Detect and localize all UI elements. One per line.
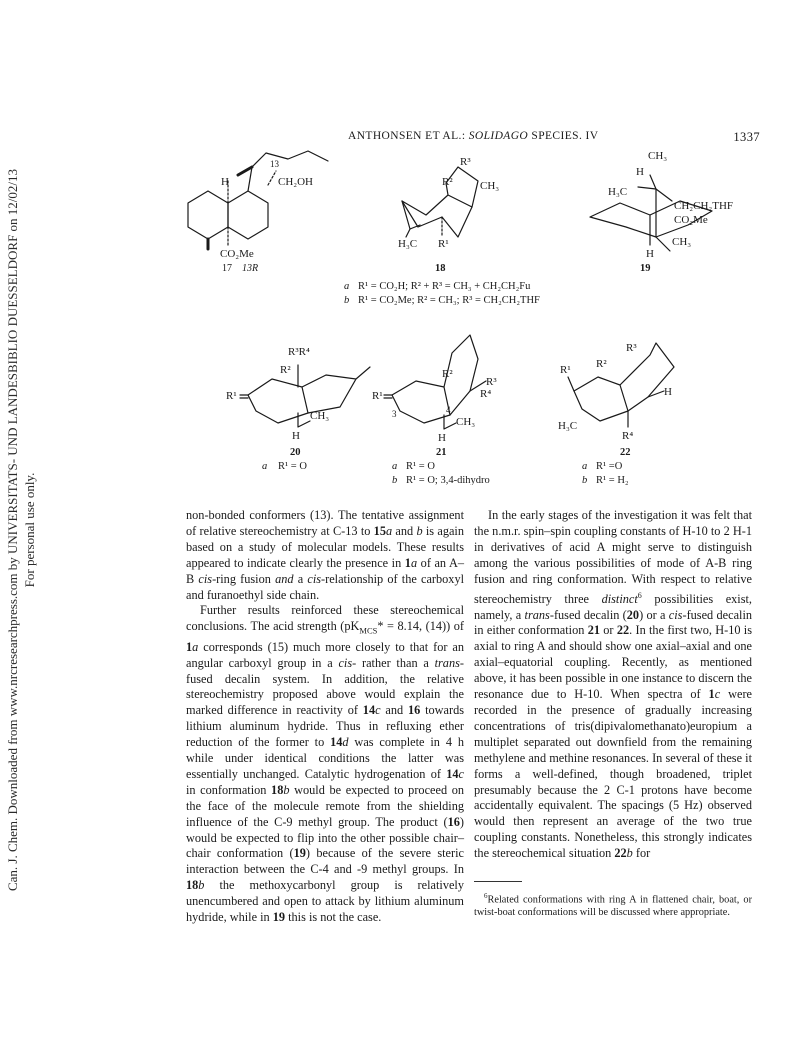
s18-r2-label: R² <box>442 176 453 188</box>
structure-18 <box>402 167 478 237</box>
running-head-genus: SOLIDAGO <box>468 130 529 142</box>
s21-h-label: H <box>438 432 446 444</box>
s22-h-label: H <box>664 386 672 398</box>
s19-ch3-bottom-label: CH₃ <box>672 236 692 248</box>
structure-17-ch2oh-bond <box>268 171 276 185</box>
s18-legend-b: R¹ = CO₂Me; R² = CH₃; R³ = CH₂CH₂THF <box>358 295 540 306</box>
s21-number: 21 <box>436 447 447 458</box>
s21-r4-label: R⁴ <box>480 388 492 400</box>
structure-17-ring-a <box>188 191 228 239</box>
s22-r4-label: R⁴ <box>622 430 634 442</box>
s22-legend-b: R¹ = H₂ <box>596 475 629 485</box>
structure-21-carbonyl <box>384 395 392 398</box>
right-column <box>474 508 752 862</box>
structure-22-ring-a <box>574 377 628 421</box>
footnote-rule <box>474 881 522 882</box>
structure-22 <box>568 343 674 427</box>
s22-r3-label: R³ <box>626 342 637 354</box>
structure-18-skeleton <box>402 167 478 215</box>
s17-number: 17 <box>222 263 232 274</box>
s21-c3-label: 3 <box>392 409 397 419</box>
structure-17 <box>188 151 328 249</box>
s19-h3c-label: H₃C <box>608 186 628 198</box>
s19-number: 19 <box>640 263 651 274</box>
s20-number: 20 <box>290 447 301 458</box>
s20-legend-a: R¹ = O <box>278 461 307 472</box>
s21-ch3-label: CH₃ <box>456 416 476 428</box>
running-head-authors: ANTHONSEN ET AL.: <box>348 130 469 142</box>
s19-co2me-label: CO₂Me <box>674 214 708 226</box>
s20-legend-a-letter: a <box>262 461 268 472</box>
s18-r1-label: R¹ <box>438 238 449 250</box>
download-stamp <box>2 150 40 910</box>
structure-21-ring-a <box>392 381 450 423</box>
footnote-mark: 6 <box>484 892 488 900</box>
s21-r3-label: R³ <box>486 376 497 388</box>
right-paragraph-1: In the early stages of the investigation it was felt that the n.m.r. spin–spin coupling constants of H-10 to 2 H-1 in derivatives of acid A might serve to distinguish among the various possibilities of mode of A-B ring fusion and ring conformation. With respect to relative stereochemistry three distinct$^6$ possibilities exist, namely, a trans-fused decalin (20) or a cis-fused decalin in either conformation 21 or 22. In the first two, H-10 is axial to ring A and should show one axial–axial and one axial–equatorial coupling. Recently, as mentioned above, it has been possible in one instance to discern the resonance due to H-10. When spectra of 1c were recorded in the presence of gradually increasing concentrations of tris(dipivalomethanato)europium a multiplet separated out downfield from the remaining methylene and methine resonances. In several of these it forms a well-defined, though broadened, triplet presumably because the 2 C-1 protons have become accidentally equivalent. The spacings (5 Hz) observed would then represent an average of the two true coupling constants. Nonetheless, this strongly indicates the stereochemical situation 22b for <box>474 508 753 861</box>
structure-22-substituent-bonds <box>628 391 664 427</box>
left-paragraph-2: Further results reinforced these stereochemical conclusions. The acid strength ($pK_{MCS}* = 8.14$, (14)) of 1a corresponds (15) much more closely to that for an angular carboxyl group in a cis- rather than a trans-fused decalin system. In addition, the relative stereochemistry proposed above would explain the marked difference in reactivity of 14c and 16 towards lithium aluminum hydride. Thus in refluxing ether reduction of the former to 14d was complete in 4 h while under identical conditions the latter was essentially unchanged. Catalytic hydrogenation of 14c in conformation 18b would be expected to proceed on the face of the molecule remote from the shielding influence of the C-9 methyl group. The product (16) would be expected to flip into the other possible chair–chair conformation (19) because of the severe steric interaction between the C-4 and -9 methyl groups. In 18b the methoxycarbonyl group is relatively unencumbered and open to attack by lithium aluminum hydride, while in 19 this is not the case. <box>186 603 464 925</box>
s20-r1-label: R¹ <box>226 390 237 402</box>
footnote <box>474 890 752 919</box>
structure-18-ring <box>402 201 472 237</box>
s19-h-top-label: H <box>636 166 644 178</box>
structure-figures <box>180 145 770 485</box>
s22-r2-label: R² <box>596 358 607 370</box>
s20-h-label: H <box>292 430 300 442</box>
s22-number: 22 <box>620 447 631 458</box>
s20-ch3-label: CH₃ <box>310 410 330 422</box>
download-stamp-line-2: For personal use only. <box>22 472 37 588</box>
structure-20-carbonyl <box>240 395 248 398</box>
s17-c13-label: 13 <box>270 159 279 169</box>
structure-17-methyl-wedge <box>238 167 252 175</box>
structure-20-ring-b <box>302 367 370 413</box>
s18-r3-label: R³ <box>460 156 471 168</box>
s21-legend-b: R¹ = O; 3,4-dihydro <box>406 475 490 485</box>
s21-legend-a: R¹ = O <box>406 461 435 472</box>
s20-r2-label: R² <box>280 364 291 376</box>
s18-legend-a: R¹ = CO₂H; R² + R³ = CH₃ + CH₂CH₂Fu <box>358 281 531 292</box>
running-head-suffix: SPECIES. IV <box>528 130 599 142</box>
s17-tag: 13R <box>242 263 259 274</box>
page-number: 1337 <box>733 130 760 144</box>
s19-side-chain-label: CH₂CH₂THF <box>674 200 734 212</box>
s21-legend-a-letter: a <box>392 461 398 472</box>
s19-ch3-top-label: CH₃ <box>648 150 668 162</box>
structure-22-r1-bond <box>568 377 574 391</box>
s21-c4-label: 4 <box>446 405 451 415</box>
s22-r1-label: R¹ <box>560 364 571 376</box>
structure-20 <box>240 365 370 427</box>
structure-17-ring-b <box>228 191 268 239</box>
structure-20-ring-a <box>248 379 308 423</box>
structure-21 <box>384 335 486 429</box>
s17-h-label: H <box>221 176 229 188</box>
s21-r1-label: R¹ <box>372 390 383 402</box>
s18-legend-b-letter: b <box>344 295 350 306</box>
s22-h3c-label: H₃C <box>558 420 578 432</box>
s17-ch2oh-label: CH₂OH <box>278 176 314 188</box>
s22-legend-a-letter: a <box>582 461 588 472</box>
s19-h-bottom-label: H <box>646 248 654 260</box>
s22-legend-b-letter: b <box>582 475 588 485</box>
structure-19-axial-bonds <box>638 175 672 237</box>
s18-legend-a-letter: a <box>344 281 350 292</box>
left-column <box>186 508 464 926</box>
s18-number: 18 <box>435 263 446 274</box>
s22-legend-a: R¹ =O <box>596 461 623 472</box>
s17-co2me-label: CO₂Me <box>220 248 254 260</box>
s18-ch3-label: CH₃ <box>480 180 500 192</box>
s21-r2-label: R² <box>442 368 453 380</box>
s21-legend-b-letter: b <box>392 475 398 485</box>
running-head <box>348 130 598 142</box>
s18-h3c-label: H₃C <box>398 238 418 250</box>
structure-18-h3c-bond <box>406 229 410 237</box>
s20-r3r4-label: R³R⁴ <box>288 346 310 358</box>
footnote-text: Related conformations with ring A in flattened chair, boat, or twist-boat conformations will be discussed where appropriate. <box>474 894 752 919</box>
left-paragraph-1: non-bonded conformers (13). The tentative assignment of relative stereochemistry at C-13 to 15a and b is again based on a study of molecular models. These results appeared to indicate clearly the presence in 1a of an A–B cis-ring fusion and a cis-relationship of the carboxyl and furanoethyl side chain. <box>186 508 465 602</box>
download-stamp-line-1: Can. J. Chem. Downloaded from www.nrcresearchpress.com by UNIVERSITATS- UND LANDESBIBLIO DUESSELDORF on 12/02/13 <box>5 168 20 892</box>
